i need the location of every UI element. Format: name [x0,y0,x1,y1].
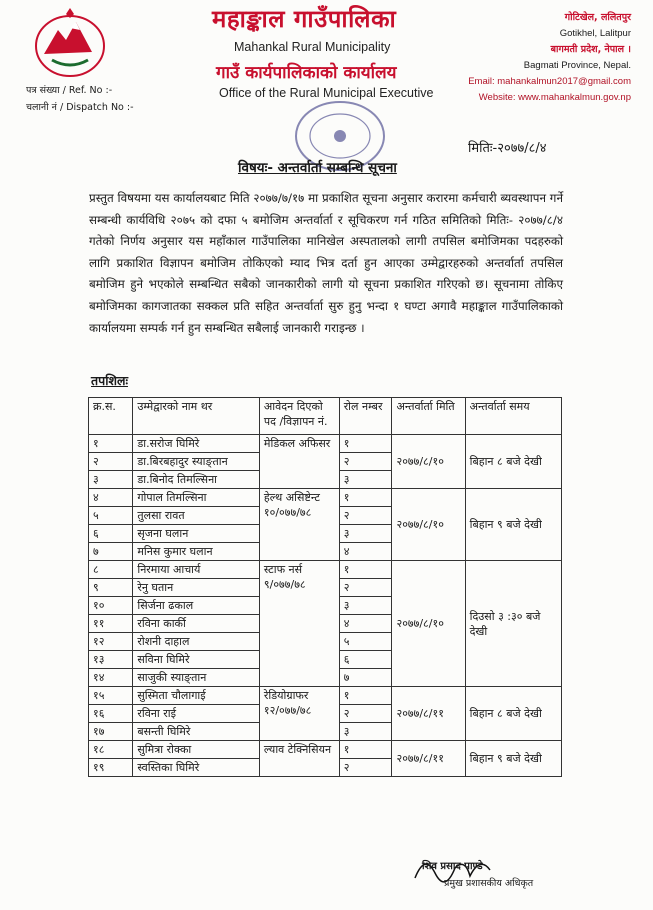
address-np: गोटिखेल, ललितपुर [564,12,631,23]
candidate-name-cell: सुस्मिता चौलागाई [133,687,260,705]
municipality-name-en: Mahankal Rural Municipality [234,40,391,54]
serial-cell: १३ [89,651,133,669]
serial-cell: १२ [89,633,133,651]
candidate-name-cell: मनिस कुमार घलान [133,543,260,561]
roll-cell: ३ [339,525,392,543]
interview-date-cell: २०७७/८/१० [392,489,465,561]
roll-cell: ६ [339,651,392,669]
table-header-row [89,398,562,435]
candidate-name-cell: साजुकी स्याङ्तान [133,669,260,687]
serial-cell: २ [89,453,133,471]
table-row [89,561,562,579]
table-row [89,489,562,507]
serial-cell: ८ [89,561,133,579]
serial-cell: ३ [89,471,133,489]
candidate-name-cell: तुलसा रावत [133,507,260,525]
table-row [89,435,562,453]
interview-time-cell: बिहान ९ बजे देखी [465,741,561,777]
serial-cell: १६ [89,705,133,723]
signatory-name: शिव प्रसाद पाण्डे [422,861,483,872]
interview-date-cell: २०७७/८/११ [392,741,465,777]
office-name-np: गाउँ कार्यपालिकाको कार्यालय [216,63,397,83]
roll-cell: ७ [339,669,392,687]
candidate-name-cell: सविना घिमिरे [133,651,260,669]
candidate-name-cell: डा.बिनोद तिमल्सिना [133,471,260,489]
dispatch-no: चलानी नं / Dispatch No :- [26,102,134,113]
notice-date: मितिः-२०७७/८/४ [468,141,547,156]
details-heading: तपशिलः [91,373,128,388]
roll-cell: २ [339,705,392,723]
province-np: बागमती प्रदेश, नेपाल । [550,44,631,55]
notice-body: प्रस्तुत विषयमा यस कार्यालयबाट मिति २०७७/७/१७ मा प्रकाशित सूचना अनुसार करारमा कर्मचारी ब्यवस्थापन गर्ने सम्बन्धी कार्यविधि २०७५ को दफा ५ बमोजिम अन्तर्वार्ता र सूचिकरण गर्न गठित समितिको मितिः- २०७७/८/४ गतेको निर्णय अनुसार यस महाँकाल गाउँपालिका मानिखेल अस्पतालको लागी तपसिल बमोजिमका पदहरुको लागि प्रकाशित विज्ञापन बमोजिम तोकिएको म्याद भित्र दर्ता हुन आएका उम्मेद्वारहरुको अन्तर्वार्ता तपसिल बमोजिम हुने भएकोले सम्बन्धित सबैको जानकारीको लागी यो सूचना प्रकाशित गरिएको छ। सूचनामा तोकिए बमोजिमका कागजातका सक्कल प्रति सहित अन्तर्वार्ता सुरु हुनु भन्दा १ घण्टा अगावै महाङ्काल गाउँपालिकाको कार्यालयमा सम्पर्क गर्न हुन सम्बन्धित सबैलाई जानकारी गराइन्छ । [89,191,563,335]
serial-cell: ६ [89,525,133,543]
nepal-emblem-logo [30,8,110,80]
candidate-name-cell: सृजना घलान [133,525,260,543]
interview-date-cell: २०७७/८/११ [392,687,465,741]
roll-cell: १ [339,741,392,759]
roll-cell: १ [339,489,392,507]
candidate-name-cell: गोपाल तिमल्सिना [133,489,260,507]
serial-cell: १४ [89,669,133,687]
roll-cell: १ [339,435,392,453]
serial-cell: ४ [89,489,133,507]
serial-cell: १ [89,435,133,453]
roll-cell: २ [339,759,392,777]
header-interview-date: अन्तर्वार्ता मिति [392,398,465,435]
roll-cell: १ [339,687,392,705]
candidate-name-cell: स्वस्तिका घिमिरे [133,759,260,777]
candidate-name-cell: सुमित्रा रोक्का [133,741,260,759]
office-name-en: Office of the Rural Municipal Executive [219,86,434,100]
serial-cell: १५ [89,687,133,705]
interview-time-cell: बिहान ८ बजे देखी [465,687,561,741]
roll-cell: ३ [339,597,392,615]
interview-date-cell: २०७७/८/१० [392,561,465,687]
ref-no: पत्र संख्या / Ref. No :- [26,85,113,96]
table-row [89,687,562,705]
interview-time-cell: दिउसो ३ :३० बजे देखी [465,561,561,687]
table-row [89,741,562,759]
roll-cell: ५ [339,633,392,651]
post-cell: रेडियोग्राफर १२/०७७/७८ [259,687,339,741]
post-cell: मेडिकल अफिसर [259,435,339,489]
roll-cell: २ [339,579,392,597]
header-name: उम्मेद्वारको नाम थर [133,398,260,435]
interview-schedule-table [88,397,562,777]
header-serial: क्र.स. [89,398,133,435]
roll-cell: ३ [339,723,392,741]
candidate-name-cell: डा.सरोज घिमिरे [133,435,260,453]
post-cell: ल्याव टेक्निसियन [259,741,339,777]
roll-cell: २ [339,507,392,525]
signatory-title: प्रमुख प्रशासकीय अधिकृत [444,878,534,889]
roll-cell: ४ [339,543,392,561]
header-roll: रोल नम्बर [339,398,392,435]
serial-cell: ७ [89,543,133,561]
interview-time-cell: बिहान ९ बजे देखी [465,489,561,561]
roll-cell: ३ [339,471,392,489]
roll-cell: ४ [339,615,392,633]
candidate-name-cell: रविना कार्की [133,615,260,633]
address-en: Gotikhel, Lalitpur [559,28,631,39]
serial-cell: ९ [89,579,133,597]
candidate-name-cell: बसन्ती घिमिरे [133,723,260,741]
candidate-name-cell: निरमाया आचार्य [133,561,260,579]
municipality-name-np: महाङ्काल गाउँपालिका [212,5,397,33]
candidate-name-cell: डा.बिरबहादुर स्याङ्तान [133,453,260,471]
header-interview-time: अन्तर्वार्ता समय [465,398,561,435]
interview-time-cell: बिहान ८ बजे देखी [465,435,561,489]
candidate-name-cell: सिर्जना ढकाल [133,597,260,615]
candidate-name-cell: रेनु घतान [133,579,260,597]
roll-cell: १ [339,561,392,579]
roll-cell: २ [339,453,392,471]
notice-subject: विषयः- अन्तर्वार्ता सम्बन्धि सूचना [238,160,397,176]
serial-cell: ११ [89,615,133,633]
post-cell: स्टाफ नर्स ९/०७७/७८ [259,561,339,687]
province-en: Bagmati Province, Nepal. [523,60,631,71]
contact-block [468,10,631,106]
serial-cell: १९ [89,759,133,777]
serial-cell: ५ [89,507,133,525]
website: Website: www.mahankalmun.gov.np [478,92,631,103]
post-cell: हेल्थ असिष्टेन्ट १०/०७७/७८ [259,489,339,561]
reference-block [26,82,134,116]
serial-cell: १७ [89,723,133,741]
email: Email: mahankalmun2017@gmail.com [468,76,631,87]
serial-cell: १० [89,597,133,615]
candidate-name-cell: रविना राई [133,705,260,723]
header-post: आवेदन दिएको पद /विज्ञापन नं. [259,398,339,435]
candidate-name-cell: रोशनी दाहाल [133,633,260,651]
serial-cell: १८ [89,741,133,759]
interview-date-cell: २०७७/८/१० [392,435,465,489]
